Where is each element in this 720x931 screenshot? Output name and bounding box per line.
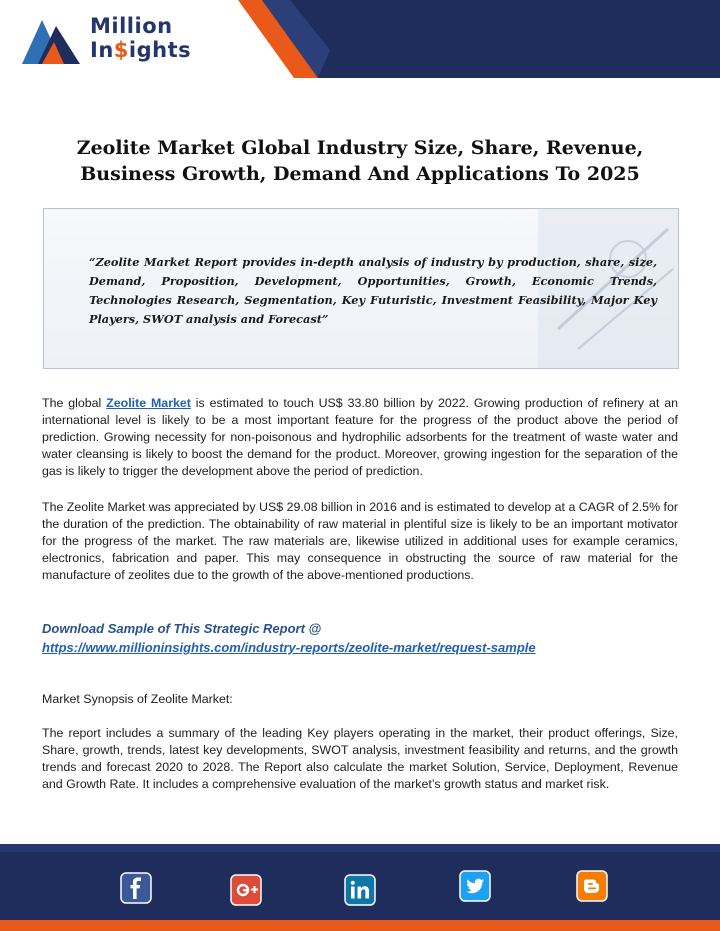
synopsis-heading: Market Synopsis of Zeolite Market:: [42, 692, 233, 706]
logo-line-1: Million: [90, 14, 173, 38]
intro-text-end: is estimated to touch US$ 33.80 billion by 2022. Growing production of refinery at an international level is likely to be a most important feature for the progress of the product above the period of prediction. Growing necessity for non-poisonous and hydrophilic adsorbents for the treatment of waste water and water cleansing is likely to boost the demand for the product. Moreover, growing ingestion for the separation of the gas is likely to trigger the development above the period of prediction.: [42, 396, 678, 478]
download-sample-label: Download Sample of This Strategic Report @: [42, 621, 322, 636]
logo-line-2-end: ights: [128, 38, 192, 62]
facebook-icon[interactable]: [120, 872, 152, 904]
intro-text-start: The global: [42, 396, 107, 410]
zeolite-market-link[interactable]: Zeolite Market: [106, 396, 191, 410]
blogger-icon[interactable]: [576, 870, 608, 902]
twitter-icon[interactable]: [459, 870, 491, 902]
valuation-paragraph: The Zeolite Market was appreciated by US$ 29.08 billion in 2016 and is estimated to develop at a CAGR of 2.5% for the duration of the prediction. The obtainability of raw material in plentiful size is likely to be an important motivator for the progress of the market. The raw materials are, likewise utilized in additional uses for example ceramics, electronics, fabrication and paper. This may consequence in obstructing the source of raw material for the manufacture of zeolites due to the growth of the above-mentioned productions.: [42, 500, 678, 582]
google-plus-icon[interactable]: [230, 874, 262, 906]
logo-dollar-accent: $: [113, 38, 129, 62]
logo-mark-icon: [20, 14, 82, 66]
page-footer: [0, 844, 720, 931]
page-title: Zeolite Market Global Industry Size, Share, Revenue, Business Growth, Demand And Applications To 2025: [76, 137, 644, 185]
logo-line-2: [90, 38, 191, 62]
request-sample-link[interactable]: https://www.millioninsights.com/industry-reports/zeolite-market/request-sample: [42, 640, 536, 655]
synopsis-paragraph: The report includes a summary of the leading Key players operating in the market, their product offerings, Size, Share, growth, trends, latest key developments, SWOT analysis, investment feasibility and returns, and the growth trends and forecast 2020 to 2028. The Report also calculate the market Solution, Service, Deployment, Revenue and Growth Rate. It includes a comprehensive evaluation of the market’s growth status and market risk.: [42, 726, 678, 791]
summary-banner: [43, 208, 679, 369]
logo-line-2-start: In: [90, 38, 114, 62]
download-sample-block: [42, 619, 678, 657]
linkedin-icon[interactable]: [344, 874, 376, 906]
million-insights-logo[interactable]: [20, 12, 200, 68]
page-header: [0, 0, 720, 78]
intro-paragraph: [42, 395, 678, 480]
logo-wordmark: [90, 14, 191, 62]
banner-quote: “Zeolite Market Report provides in-depth analysis of industry by production, share, size, Demand, Proposition, Development, Opportunities, Growth, Economic Trends, Technologies Research, Segmentation, Key Futuristic, Investment Feasibility, Major Key Players, SWOT analysis and Forecast”: [89, 255, 657, 326]
